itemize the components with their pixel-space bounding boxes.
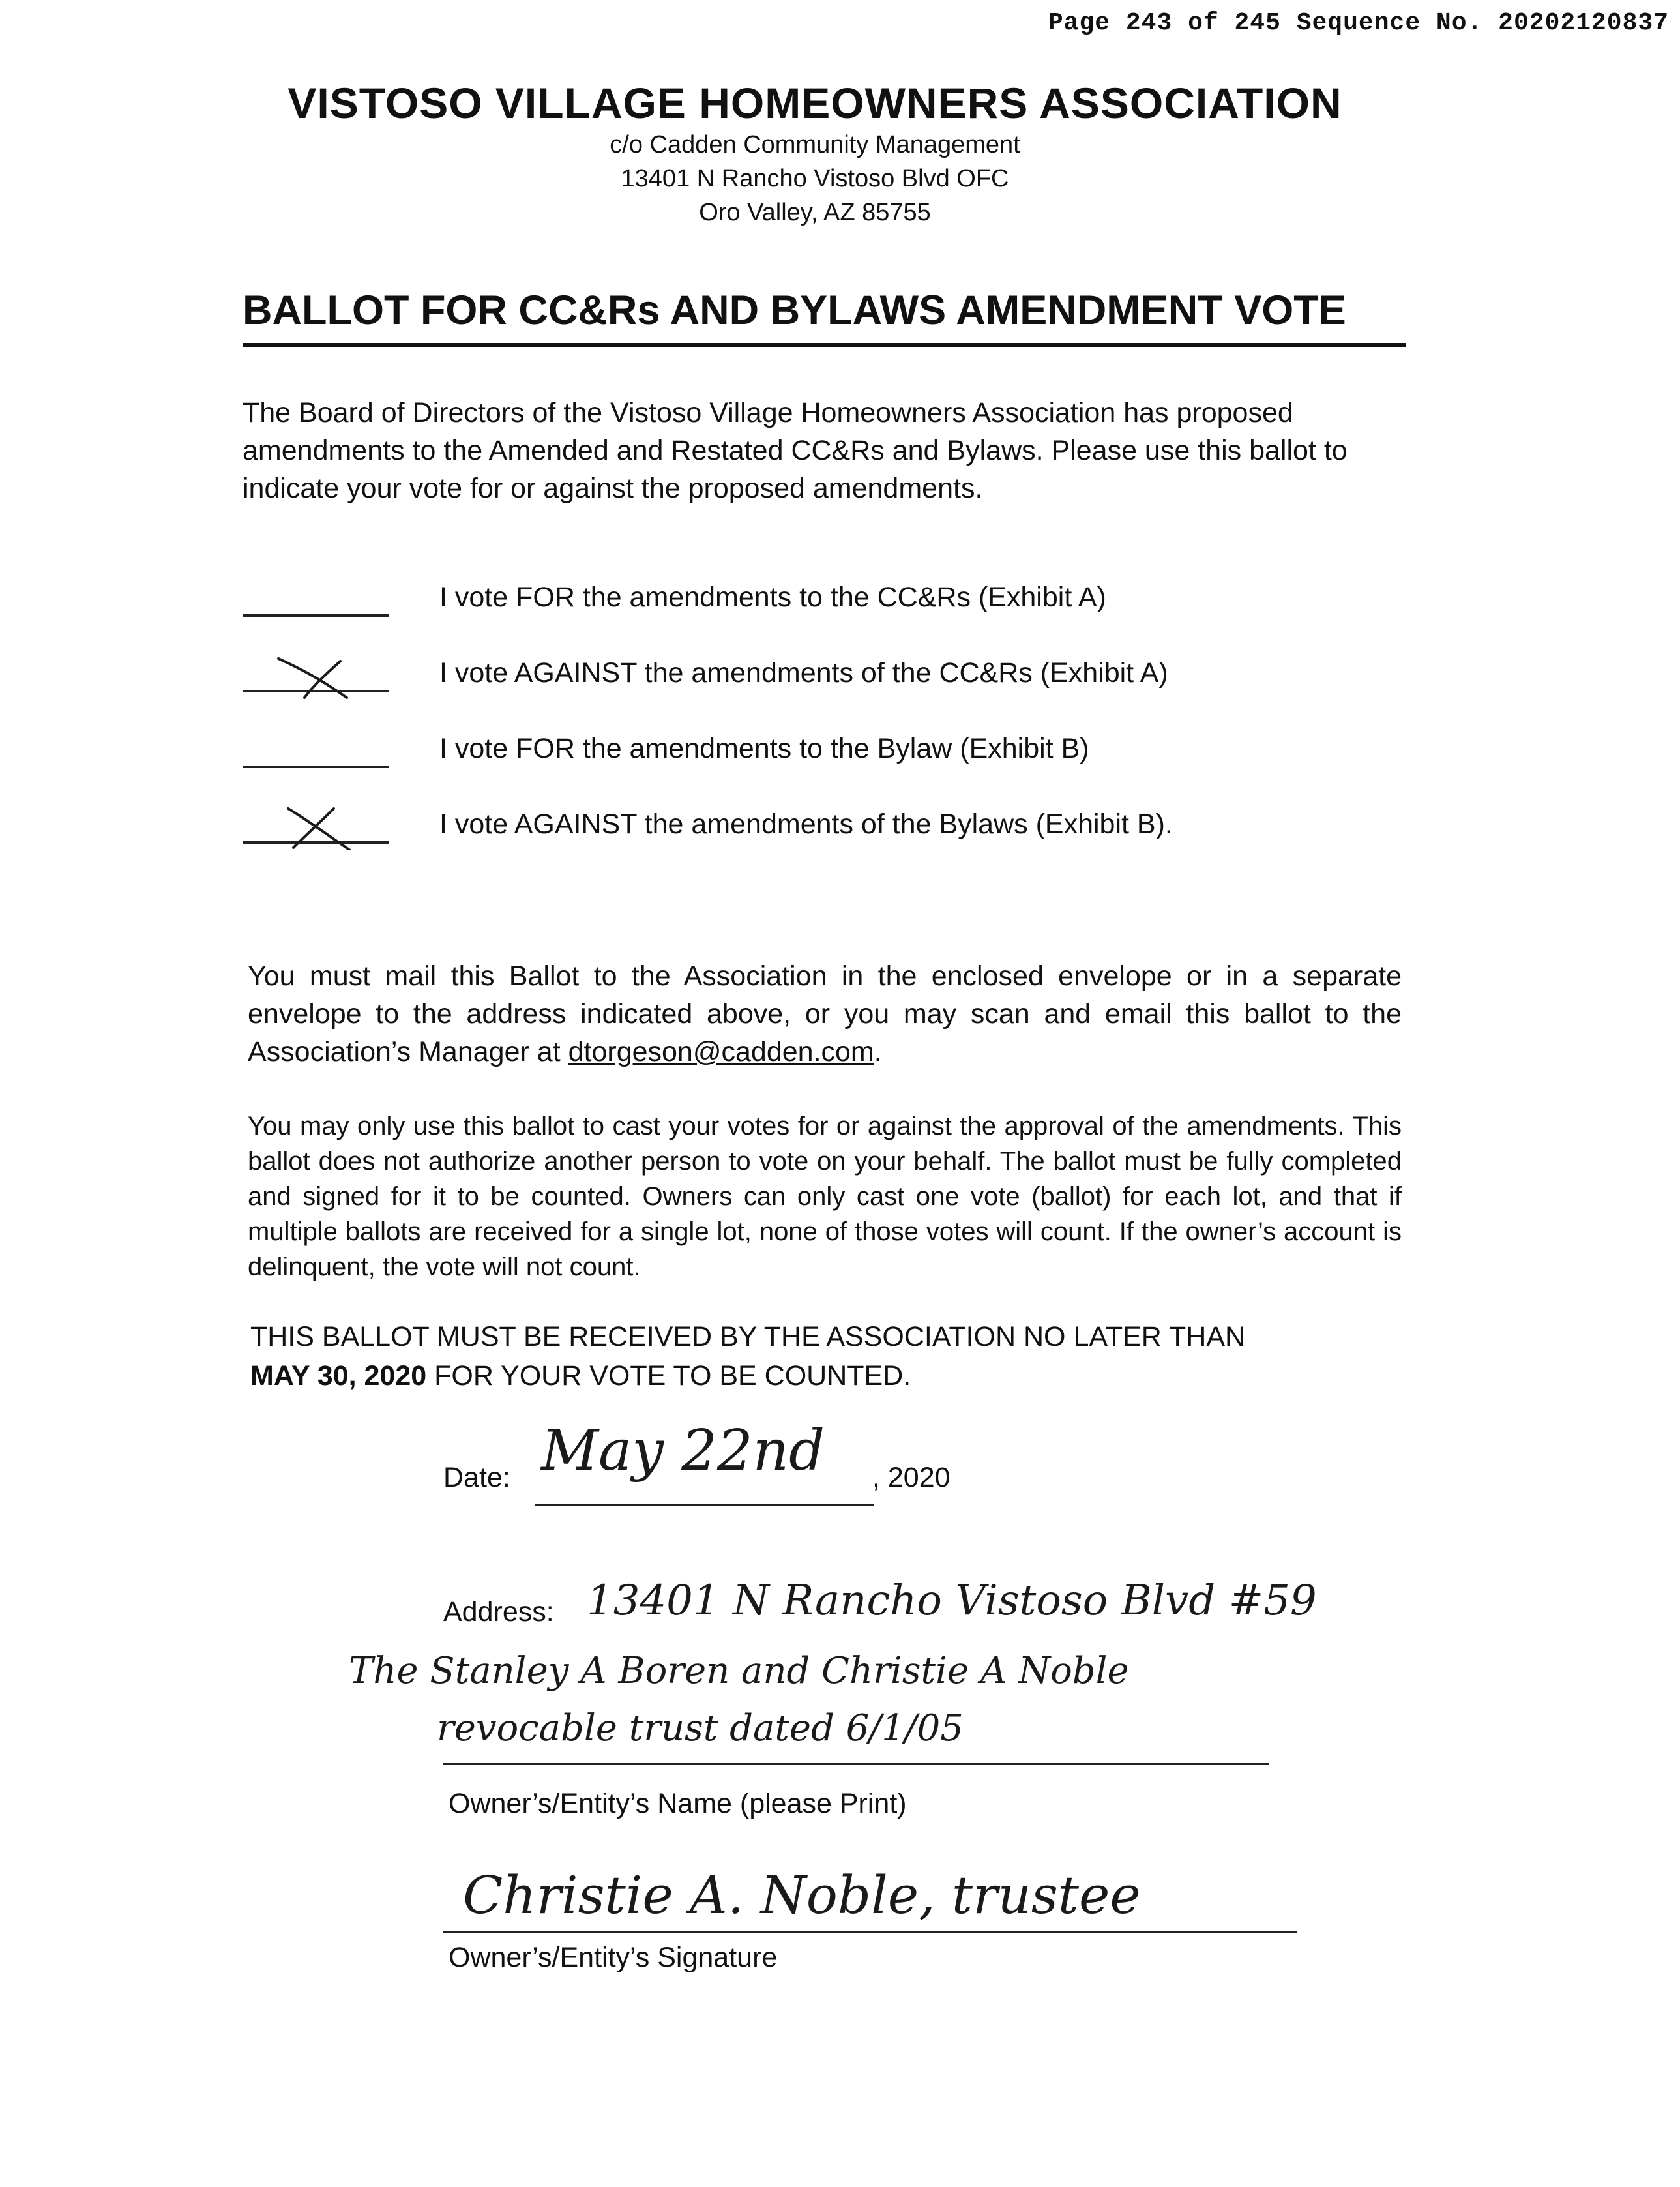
signature-handwritten[interactable]: Christie A. Noble, trustee bbox=[463, 1865, 1141, 1926]
intro-paragraph: The Board of Directors of the Vistoso Village Homeowners Association has proposed amendments to the Amended and Restated CC&Rs and Bylaws. Please use this ballot to indicate your vote for or against the proposed amendments. bbox=[243, 397, 1348, 504]
address-line-street: 13401 N Rancho Vistoso Blvd OFC bbox=[621, 165, 1009, 192]
ballot-conditions: You may only use this ballot to cast your votes for or against the approval of the amendments. This ballot does not authorize another person to vote on your behalf. The ballot must be fully completed and signed for it to be counted. Owners can only cast one vote (ballot) for each lot, and that if multiple ballots are received for a single lot, none of those votes will count. If the owner’s account is delinquent, the vote will not count. bbox=[248, 1112, 1402, 1281]
date-year: , 2020 bbox=[872, 1462, 951, 1493]
address-line-city: Oro Valley, AZ 85755 bbox=[699, 199, 931, 226]
vote-option-for-bylaws[interactable] bbox=[243, 733, 1416, 785]
signature-field-line bbox=[443, 1931, 1297, 1933]
deadline-date: MAY 30, 2020 bbox=[250, 1360, 427, 1391]
vote-option-for-ccrs[interactable] bbox=[243, 582, 1416, 634]
owner-name-field-line bbox=[443, 1763, 1269, 1765]
deadline-suffix: FOR YOUR VOTE TO BE COUNTED. bbox=[426, 1360, 911, 1391]
vote-option-against-bylaws[interactable] bbox=[243, 809, 1416, 861]
vote-blank-line bbox=[243, 766, 389, 768]
date-label: Date: bbox=[443, 1462, 510, 1493]
address-label: Address: bbox=[443, 1596, 554, 1628]
title-underline bbox=[243, 343, 1406, 347]
address-handwritten-value[interactable]: 13401 N Rancho Vistoso Blvd #59 bbox=[587, 1577, 1317, 1625]
vote-option-label: I vote FOR the amendments to the Bylaw (Exhibit B) bbox=[439, 733, 1089, 764]
owner-name-label: Owner’s/Entity’s Name (please Print) bbox=[449, 1788, 907, 1819]
page-sequence-header: Page 243 of 245 Sequence No. 20202120837 bbox=[1048, 9, 1669, 37]
vote-option-against-ccrs[interactable] bbox=[243, 657, 1416, 709]
x-mark-icon bbox=[243, 806, 389, 850]
date-field-line bbox=[535, 1504, 874, 1506]
owner-name-handwritten-line2[interactable]: revocable trust dated 6/1/05 bbox=[437, 1707, 964, 1749]
vote-option-label: I vote AGAINST the amendments of the CC&Rs (Exhibit A) bbox=[439, 657, 1168, 689]
organization-name: VISTOSO VILLAGE HOMEOWNERS ASSOCIATION bbox=[287, 79, 1342, 127]
vote-option-label: I vote FOR the amendments to the CC&Rs (Exhibit A) bbox=[439, 582, 1106, 613]
instructions-end: . bbox=[874, 1036, 882, 1067]
instructions-text: You must mail this Ballot to the Association in the enclosed envelope or in a separate envelope to the address indicated above, or you may scan and email this ballot to the Association’s Manager at bbox=[248, 960, 1402, 1067]
ballot-title: BALLOT FOR CC&Rs AND BYLAWS AMENDMENT VOTE bbox=[243, 288, 1346, 333]
address-line-care-of: c/o Cadden Community Management bbox=[610, 131, 1020, 158]
vote-option-label: I vote AGAINST the amendments of the Bylaws (Exhibit B). bbox=[439, 809, 1173, 840]
deadline-notice bbox=[250, 1317, 1404, 1395]
x-mark-icon bbox=[243, 655, 389, 699]
organization-block bbox=[196, 78, 1434, 230]
deadline-prefix: THIS BALLOT MUST BE RECEIVED BY THE ASSOCIATION NO LATER THAN bbox=[250, 1321, 1246, 1352]
owner-name-handwritten-line1[interactable]: The Stanley A Boren and Christie A Noble bbox=[349, 1650, 1129, 1692]
mailing-instructions bbox=[248, 957, 1402, 1071]
signature-label: Owner’s/Entity’s Signature bbox=[449, 1942, 778, 1973]
date-handwritten-value[interactable]: May 22nd bbox=[541, 1418, 825, 1483]
manager-email-link[interactable]: dtorgeson@cadden.com bbox=[568, 1036, 874, 1067]
vote-blank-line bbox=[243, 614, 389, 617]
